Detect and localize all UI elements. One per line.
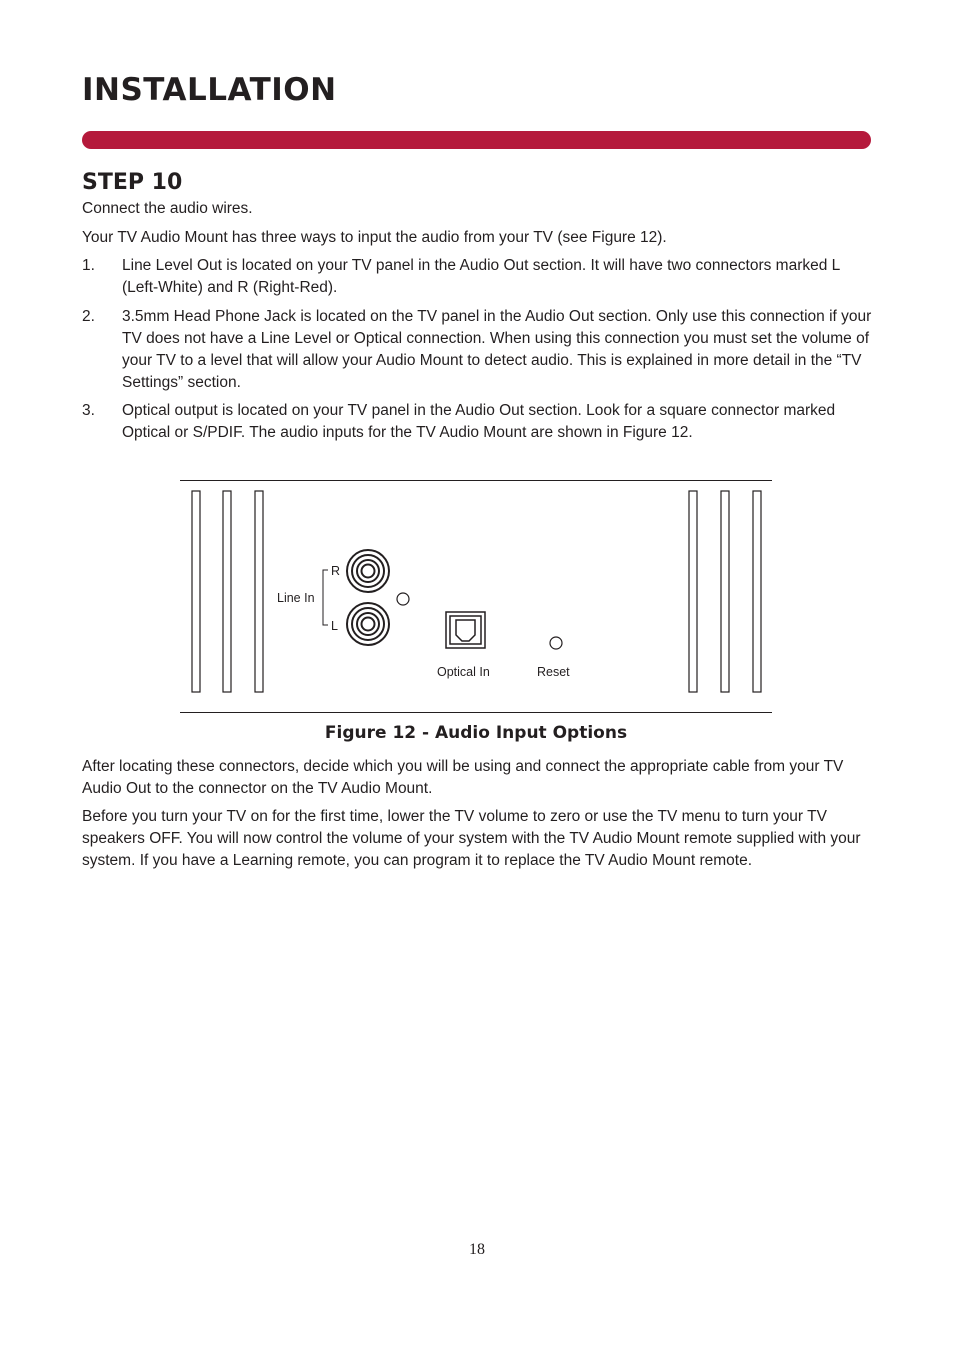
figure-caption: Figure 12 - Audio Input Options [324,723,628,743]
reset-label: Reset [537,665,570,679]
left-channel-label: L [331,619,338,633]
line-in-bracket [323,570,328,625]
list-item-number: 3. [82,402,95,419]
list-item-text: 3.5mm Head Phone Jack is located on the TV panel in the Audio Out section. Only use this connection if your TV does not have a Line Level or Optical connection. When using this connection you must set the volume of your TV to a level that will allow your Audio Mount to detect audio. This is explained in more detail in the “TV Settings” section. [122,308,872,391]
vent-slots-left [192,491,263,692]
step-heading: STEP 10 [82,170,183,195]
page-number: 18 [469,1241,485,1258]
after-paragraph-1: After locating these connectors, decide which you will be using and connect the appropriate cable from your TV Audio Out to the connector on the TV Audio Mount. [82,758,844,797]
vent-slot [721,491,729,692]
vent-slots-right [689,491,761,692]
right-channel-label: R [331,564,341,578]
vent-slot [689,491,697,692]
optical-connector-icon [446,612,485,648]
list-item-text: Line Level Out is located on your TV panel in the Audio Out section. It will have two connectors marked L (Left-White) and R (Right-Red). [122,257,840,296]
list-item-number: 2. [82,308,95,325]
optical-in-label: Optical In [437,665,490,679]
after-paragraph-2: Before you turn your TV on for the first time, lower the TV volume to zero or use the TV menu to turn your TV speakers OFF. You will now control the volume of your system with the TV Audio Mount remote supplied with your system. If you have a Learning remote, you can program it to replace the TV Audio Mount remote. [82,808,861,869]
audio-input-diagram-svg [180,480,772,713]
list-item-text: Optical output is located on your TV panel in the Audio Out section. Look for a square connector marked Optical or S/PDIF. The audio inputs for the TV Audio Mount are shown in Figure 12. [122,402,836,441]
reset-button-icon [550,637,562,649]
vent-slot [192,491,200,692]
title-divider-bar [82,131,871,149]
rca-jack-right-icon [347,550,389,592]
step-intro: Connect the audio wires. [82,200,253,217]
line-in-label: Line In [277,591,315,605]
rca-jack-left-icon [347,603,389,645]
step-lead: Your TV Audio Mount has three ways to input the audio from your TV (see Figure 12). [82,229,667,246]
page-title: INSTALLATION [82,72,337,108]
vent-slot [255,491,263,692]
list-item-number: 1. [82,257,95,274]
vent-slot [223,491,231,692]
vent-slot [753,491,761,692]
line-in-indicator-icon [397,593,409,605]
audio-input-diagram [180,480,772,713]
